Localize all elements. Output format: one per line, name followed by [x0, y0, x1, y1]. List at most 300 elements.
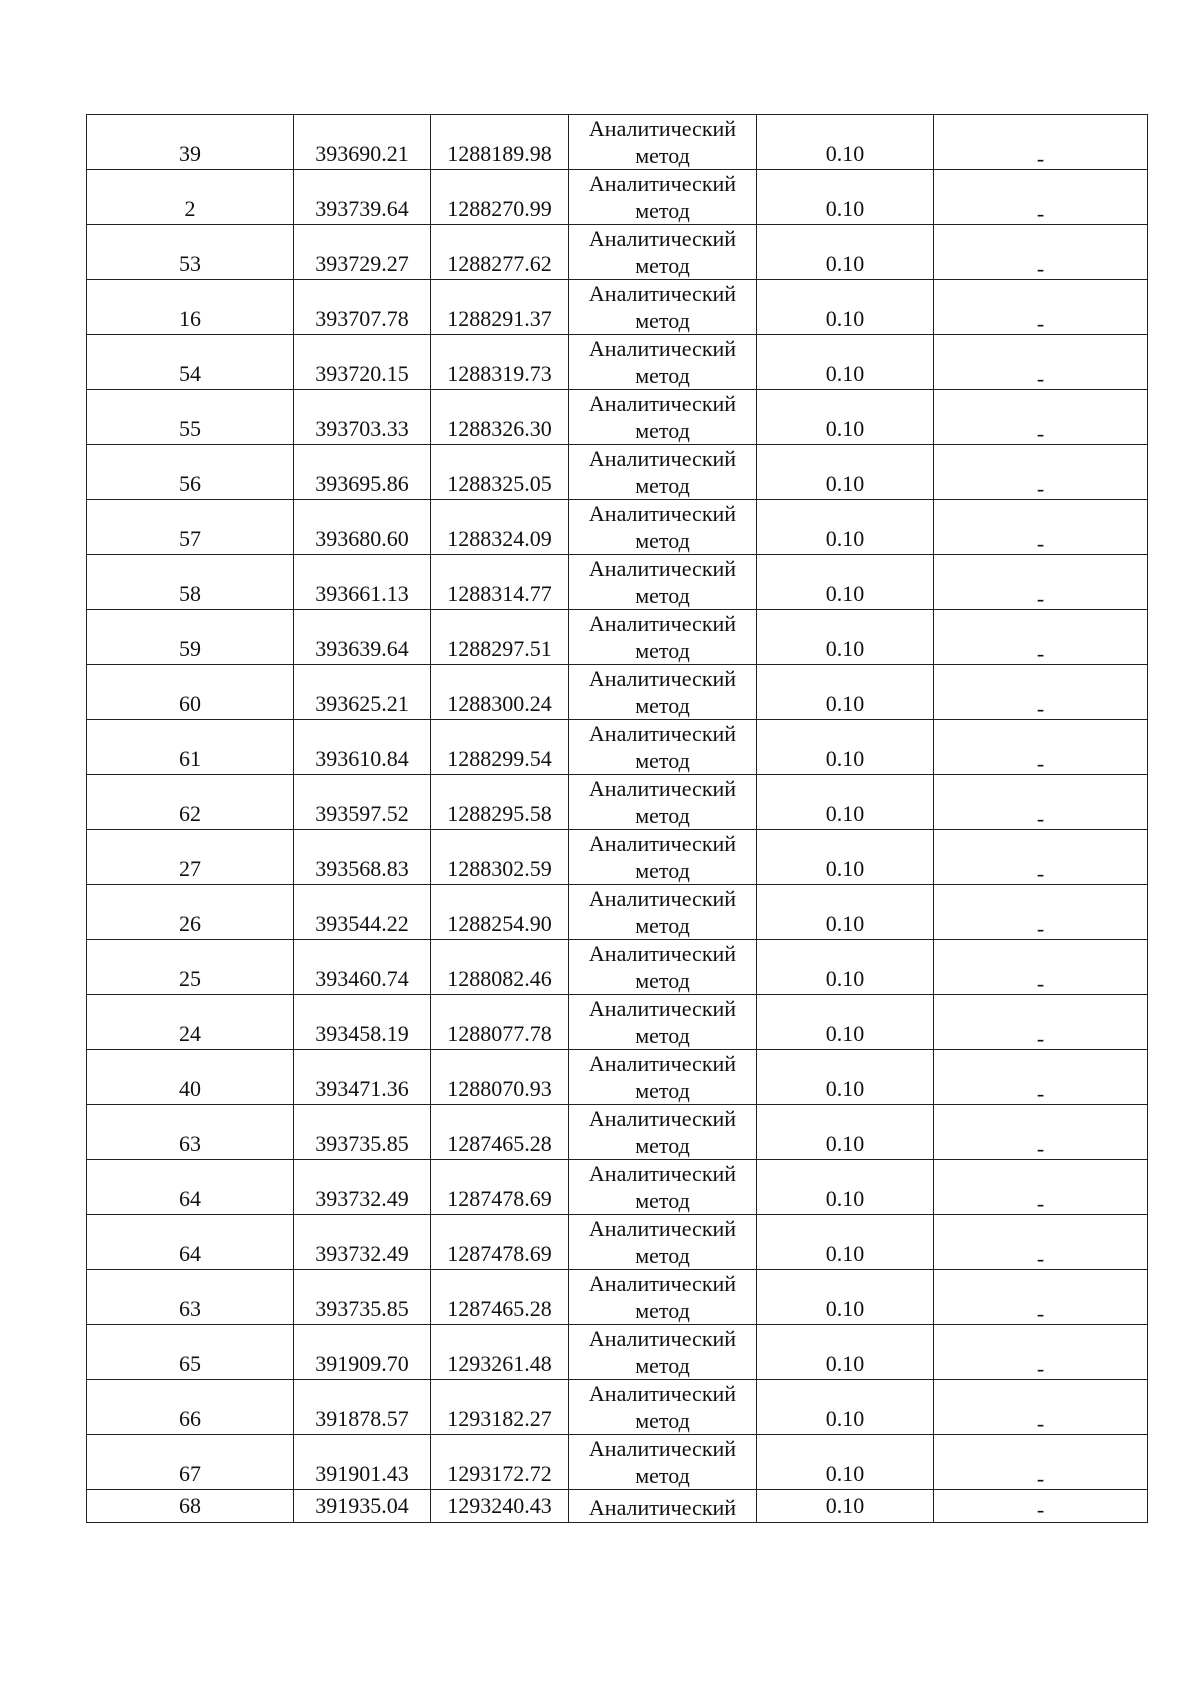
- x-coordinate-cell: [294, 940, 431, 995]
- point-number-text: 64: [179, 1241, 201, 1266]
- method-text-line: Аналитический: [588, 611, 737, 636]
- point-number-cell: [87, 720, 294, 775]
- x-coordinate-text: 393597.52: [315, 801, 409, 826]
- method-cell: [569, 1105, 757, 1160]
- point-number-cell: [87, 1050, 294, 1105]
- method-cell: [569, 665, 757, 720]
- accuracy-cell: [757, 1490, 934, 1523]
- table-row: [87, 335, 1148, 390]
- method-cell: [569, 555, 757, 610]
- x-coordinate-cell: [294, 1050, 431, 1105]
- method-text-line: Аналитический: [588, 1381, 737, 1406]
- accuracy-text: 0.10: [825, 306, 865, 331]
- method-text-line: Аналитический: [588, 171, 737, 196]
- x-coordinate-text: 393707.78: [315, 306, 409, 331]
- x-coordinate-text: 393458.19: [315, 1021, 409, 1046]
- point-number-text: 62: [179, 801, 201, 826]
- x-coordinate-cell: [294, 720, 431, 775]
- coordinates-table: [86, 114, 1148, 1523]
- point-number-text: 63: [179, 1131, 201, 1156]
- accuracy-cell: [757, 170, 934, 225]
- accuracy-text: 0.10: [825, 1021, 865, 1046]
- method-text-line: метод: [635, 143, 690, 168]
- y-coordinate-cell: [431, 335, 569, 390]
- method-cell: [569, 170, 757, 225]
- point-number-cell: [87, 940, 294, 995]
- y-coordinate-text: 1288291.37: [447, 306, 552, 331]
- point-number-text: 40: [179, 1076, 201, 1101]
- point-number-cell: [87, 555, 294, 610]
- method-text-line: Аналитический: [588, 831, 737, 856]
- x-coordinate-text: 393732.49: [315, 1241, 409, 1266]
- point-number-cell: [87, 1160, 294, 1215]
- accuracy-cell: [757, 1050, 934, 1105]
- x-coordinate-cell: [294, 610, 431, 665]
- accuracy-text: 0.10: [825, 1186, 865, 1211]
- note-cell: [934, 1435, 1148, 1490]
- method-text-line: Аналитический: [588, 336, 737, 361]
- x-coordinate-text: 391935.04: [315, 1493, 409, 1518]
- point-number-cell: [87, 1490, 294, 1523]
- y-coordinate-text: 1288277.62: [447, 251, 552, 276]
- method-text-line: метод: [635, 1023, 690, 1048]
- x-coordinate-text: 391901.43: [315, 1461, 409, 1486]
- y-coordinate-cell: [431, 1435, 569, 1490]
- table-row: [87, 1380, 1148, 1435]
- method-text-line: метод: [635, 748, 690, 773]
- note-text: -: [1036, 366, 1045, 391]
- x-coordinate-cell: [294, 830, 431, 885]
- method-text-line: Аналитический: [588, 226, 737, 251]
- note-cell: [934, 1325, 1148, 1380]
- x-coordinate-cell: [294, 1490, 431, 1523]
- x-coordinate-text: 393735.85: [315, 1296, 409, 1321]
- method-text-line: метод: [635, 363, 690, 388]
- method-text-line: метод: [635, 583, 690, 608]
- accuracy-text: 0.10: [825, 526, 865, 551]
- table-row: [87, 1215, 1148, 1270]
- y-coordinate-text: 1288302.59: [447, 856, 552, 881]
- note-cell: [934, 610, 1148, 665]
- point-number-text: 66: [179, 1406, 201, 1431]
- accuracy-cell: [757, 1270, 934, 1325]
- accuracy-cell: [757, 610, 934, 665]
- point-number-cell: [87, 1435, 294, 1490]
- note-cell: [934, 1380, 1148, 1435]
- x-coordinate-cell: [294, 335, 431, 390]
- y-coordinate-cell: [431, 1160, 569, 1215]
- x-coordinate-text: 393735.85: [315, 1131, 409, 1156]
- x-coordinate-text: 393544.22: [315, 911, 409, 936]
- accuracy-text: 0.10: [825, 361, 865, 386]
- note-text: -: [1036, 971, 1045, 996]
- method-cell: [569, 610, 757, 665]
- table-row: [87, 445, 1148, 500]
- table-row: [87, 170, 1148, 225]
- method-text-line: метод: [635, 913, 690, 938]
- point-number-text: 58: [179, 581, 201, 606]
- method-text-line: Аналитический: [588, 1495, 737, 1520]
- note-text: -: [1036, 1301, 1045, 1326]
- method-text-line: Аналитический: [588, 1161, 737, 1186]
- method-cell: [569, 775, 757, 830]
- note-cell: [934, 775, 1148, 830]
- accuracy-cell: [757, 115, 934, 170]
- y-coordinate-text: 1288295.58: [447, 801, 552, 826]
- x-coordinate-cell: [294, 775, 431, 830]
- point-number-cell: [87, 225, 294, 280]
- x-coordinate-text: 393703.33: [315, 416, 409, 441]
- note-text: -: [1036, 641, 1045, 666]
- table-row: [87, 775, 1148, 830]
- accuracy-text: 0.10: [825, 1131, 865, 1156]
- y-coordinate-text: 1288077.78: [447, 1021, 552, 1046]
- y-coordinate-cell: [431, 1380, 569, 1435]
- accuracy-cell: [757, 1435, 934, 1490]
- accuracy-text: 0.10: [825, 1076, 865, 1101]
- table-row: [87, 390, 1148, 445]
- point-number-text: 25: [179, 966, 201, 991]
- table-row: [87, 1160, 1148, 1215]
- method-cell: [569, 720, 757, 775]
- x-coordinate-cell: [294, 1160, 431, 1215]
- x-coordinate-text: 393460.74: [315, 966, 409, 991]
- x-coordinate-text: 393471.36: [315, 1076, 409, 1101]
- accuracy-cell: [757, 830, 934, 885]
- y-coordinate-text: 1288189.98: [447, 141, 552, 166]
- point-number-cell: [87, 445, 294, 500]
- method-cell: [569, 995, 757, 1050]
- y-coordinate-text: 1288299.54: [447, 746, 552, 771]
- y-coordinate-cell: [431, 720, 569, 775]
- point-number-cell: [87, 885, 294, 940]
- point-number-text: 64: [179, 1186, 201, 1211]
- point-number-cell: [87, 115, 294, 170]
- accuracy-text: 0.10: [825, 801, 865, 826]
- x-coordinate-cell: [294, 1380, 431, 1435]
- method-text-line: Аналитический: [588, 776, 737, 801]
- y-coordinate-cell: [431, 1490, 569, 1523]
- point-number-cell: [87, 1215, 294, 1270]
- x-coordinate-text: 393610.84: [315, 746, 409, 771]
- method-text-line: метод: [635, 198, 690, 223]
- point-number-cell: [87, 170, 294, 225]
- note-text: -: [1036, 916, 1045, 941]
- point-number-text: 61: [179, 746, 201, 771]
- y-coordinate-cell: [431, 1105, 569, 1160]
- note-text: -: [1036, 531, 1045, 556]
- method-cell: [569, 500, 757, 555]
- accuracy-text: 0.10: [825, 636, 865, 661]
- x-coordinate-cell: [294, 555, 431, 610]
- accuracy-text: 0.10: [825, 1351, 865, 1376]
- method-text-line: метод: [635, 968, 690, 993]
- note-cell: [934, 170, 1148, 225]
- y-coordinate-text: 1288082.46: [447, 966, 552, 991]
- x-coordinate-cell: [294, 1325, 431, 1380]
- point-number-cell: [87, 610, 294, 665]
- table-row: [87, 280, 1148, 335]
- x-coordinate-cell: [294, 1215, 431, 1270]
- point-number-text: 39: [179, 141, 201, 166]
- accuracy-cell: [757, 390, 934, 445]
- point-number-text: 16: [179, 306, 201, 331]
- x-coordinate-text: 393729.27: [315, 251, 409, 276]
- y-coordinate-cell: [431, 1325, 569, 1380]
- point-number-text: 60: [179, 691, 201, 716]
- note-cell: [934, 940, 1148, 995]
- method-text-line: Аналитический: [588, 556, 737, 581]
- note-cell: [934, 445, 1148, 500]
- method-text-line: Аналитический: [588, 116, 737, 141]
- note-cell: [934, 665, 1148, 720]
- note-cell: [934, 885, 1148, 940]
- point-number-cell: [87, 1325, 294, 1380]
- x-coordinate-text: 393695.86: [315, 471, 409, 496]
- point-number-cell: [87, 335, 294, 390]
- x-coordinate-cell: [294, 665, 431, 720]
- point-number-text: 27: [179, 856, 201, 881]
- accuracy-cell: [757, 225, 934, 280]
- y-coordinate-cell: [431, 610, 569, 665]
- accuracy-text: 0.10: [825, 196, 865, 221]
- y-coordinate-text: 1288254.90: [447, 911, 552, 936]
- table-row: [87, 940, 1148, 995]
- note-cell: [934, 390, 1148, 445]
- y-coordinate-cell: [431, 830, 569, 885]
- table-row: [87, 1105, 1148, 1160]
- method-cell: [569, 1435, 757, 1490]
- note-cell: [934, 280, 1148, 335]
- y-coordinate-cell: [431, 885, 569, 940]
- table-row: [87, 500, 1148, 555]
- table-row: [87, 995, 1148, 1050]
- method-cell: [569, 390, 757, 445]
- x-coordinate-text: 393639.64: [315, 636, 409, 661]
- method-cell: [569, 280, 757, 335]
- accuracy-cell: [757, 445, 934, 500]
- method-cell: [569, 1325, 757, 1380]
- table-row: [87, 225, 1148, 280]
- x-coordinate-cell: [294, 280, 431, 335]
- method-cell: [569, 225, 757, 280]
- accuracy-cell: [757, 720, 934, 775]
- method-cell: [569, 1490, 757, 1523]
- method-text-line: Аналитический: [588, 1106, 737, 1131]
- y-coordinate-text: 1288319.73: [447, 361, 552, 386]
- accuracy-cell: [757, 1215, 934, 1270]
- point-number-text: 55: [179, 416, 201, 441]
- y-coordinate-cell: [431, 1215, 569, 1270]
- x-coordinate-cell: [294, 115, 431, 170]
- note-text: -: [1036, 1411, 1045, 1436]
- note-cell: [934, 225, 1148, 280]
- y-coordinate-cell: [431, 170, 569, 225]
- note-text: -: [1036, 1026, 1045, 1051]
- table-body: [87, 115, 1148, 1523]
- y-coordinate-text: 1293240.43: [447, 1493, 552, 1518]
- point-number-text: 24: [179, 1021, 201, 1046]
- y-coordinate-cell: [431, 280, 569, 335]
- method-cell: [569, 1215, 757, 1270]
- method-text-line: Аналитический: [588, 886, 737, 911]
- note-text: -: [1036, 256, 1045, 281]
- accuracy-text: 0.10: [825, 251, 865, 276]
- y-coordinate-cell: [431, 1270, 569, 1325]
- method-cell: [569, 1270, 757, 1325]
- table-row: [87, 1435, 1148, 1490]
- note-cell: [934, 555, 1148, 610]
- x-coordinate-cell: [294, 1435, 431, 1490]
- point-number-cell: [87, 1270, 294, 1325]
- method-text-line: метод: [635, 473, 690, 498]
- x-coordinate-text: 391878.57: [315, 1406, 409, 1431]
- x-coordinate-text: 393720.15: [315, 361, 409, 386]
- note-cell: [934, 1050, 1148, 1105]
- point-number-text: 67: [179, 1461, 201, 1486]
- point-number-cell: [87, 775, 294, 830]
- method-text-line: Аналитический: [588, 721, 737, 746]
- table-row: [87, 1490, 1148, 1523]
- x-coordinate-text: 393732.49: [315, 1186, 409, 1211]
- accuracy-text: 0.10: [825, 581, 865, 606]
- table-row: [87, 610, 1148, 665]
- note-cell: [934, 720, 1148, 775]
- point-number-cell: [87, 830, 294, 885]
- x-coordinate-cell: [294, 500, 431, 555]
- accuracy-text: 0.10: [825, 1493, 865, 1518]
- y-coordinate-text: 1288325.05: [447, 471, 552, 496]
- method-cell: [569, 830, 757, 885]
- y-coordinate-text: 1293261.48: [447, 1351, 552, 1376]
- method-cell: [569, 885, 757, 940]
- y-coordinate-cell: [431, 225, 569, 280]
- point-number-text: 56: [179, 471, 201, 496]
- note-text: -: [1036, 476, 1045, 501]
- x-coordinate-text: 393680.60: [315, 526, 409, 551]
- x-coordinate-text: 393690.21: [315, 141, 409, 166]
- method-cell: [569, 1160, 757, 1215]
- x-coordinate-cell: [294, 445, 431, 500]
- accuracy-cell: [757, 665, 934, 720]
- method-text-line: метод: [635, 693, 690, 718]
- table-row: [87, 885, 1148, 940]
- x-coordinate-cell: [294, 1270, 431, 1325]
- method-text-line: Аналитический: [588, 941, 737, 966]
- method-text-line: метод: [635, 1243, 690, 1268]
- note-text: -: [1036, 311, 1045, 336]
- method-text-line: Аналитический: [588, 391, 737, 416]
- x-coordinate-text: 393739.64: [315, 196, 409, 221]
- x-coordinate-cell: [294, 885, 431, 940]
- note-cell: [934, 1270, 1148, 1325]
- note-text: -: [1036, 586, 1045, 611]
- point-number-text: 54: [179, 361, 201, 386]
- y-coordinate-text: 1288300.24: [447, 691, 552, 716]
- accuracy-text: 0.10: [825, 856, 865, 881]
- accuracy-text: 0.10: [825, 141, 865, 166]
- note-text: -: [1036, 201, 1045, 226]
- accuracy-cell: [757, 555, 934, 610]
- accuracy-cell: [757, 1380, 934, 1435]
- point-number-text: 53: [179, 251, 201, 276]
- method-text-line: метод: [635, 1408, 690, 1433]
- method-text-line: Аналитический: [588, 501, 737, 526]
- point-number-cell: [87, 665, 294, 720]
- note-cell: [934, 995, 1148, 1050]
- y-coordinate-text: 1287478.69: [447, 1241, 552, 1266]
- accuracy-text: 0.10: [825, 966, 865, 991]
- y-coordinate-cell: [431, 940, 569, 995]
- accuracy-cell: [757, 500, 934, 555]
- y-coordinate-text: 1288270.99: [447, 196, 552, 221]
- accuracy-text: 0.10: [825, 911, 865, 936]
- method-text-line: метод: [635, 1463, 690, 1488]
- accuracy-text: 0.10: [825, 1296, 865, 1321]
- y-coordinate-cell: [431, 445, 569, 500]
- x-coordinate-text: 391909.70: [315, 1351, 409, 1376]
- point-number-cell: [87, 390, 294, 445]
- y-coordinate-text: 1287478.69: [447, 1186, 552, 1211]
- y-coordinate-cell: [431, 775, 569, 830]
- method-text-line: Аналитический: [588, 1051, 737, 1076]
- method-text-line: Аналитический: [588, 1326, 737, 1351]
- note-text: -: [1036, 1081, 1045, 1106]
- accuracy-cell: [757, 940, 934, 995]
- y-coordinate-text: 1293182.27: [447, 1406, 552, 1431]
- point-number-text: 59: [179, 636, 201, 661]
- method-text-line: метод: [635, 1188, 690, 1213]
- point-number-text: 26: [179, 911, 201, 936]
- x-coordinate-cell: [294, 390, 431, 445]
- note-text: -: [1036, 1356, 1045, 1381]
- table-row: [87, 720, 1148, 775]
- x-coordinate-text: 393568.83: [315, 856, 409, 881]
- y-coordinate-cell: [431, 115, 569, 170]
- accuracy-cell: [757, 1325, 934, 1380]
- accuracy-cell: [757, 775, 934, 830]
- method-text-line: Аналитический: [588, 996, 737, 1021]
- y-coordinate-cell: [431, 555, 569, 610]
- method-text-line: метод: [635, 1133, 690, 1158]
- accuracy-text: 0.10: [825, 1241, 865, 1266]
- point-number-text: 2: [184, 196, 196, 221]
- note-text: -: [1036, 1466, 1045, 1491]
- method-text-line: метод: [635, 308, 690, 333]
- y-coordinate-text: 1287465.28: [447, 1131, 552, 1156]
- method-text-line: метод: [635, 1353, 690, 1378]
- note-cell: [934, 335, 1148, 390]
- point-number-cell: [87, 280, 294, 335]
- note-text: -: [1036, 751, 1045, 776]
- y-coordinate-text: 1293172.72: [447, 1461, 552, 1486]
- table-row: [87, 665, 1148, 720]
- method-text-line: Аналитический: [588, 446, 737, 471]
- accuracy-cell: [757, 335, 934, 390]
- method-cell: [569, 445, 757, 500]
- y-coordinate-text: 1288070.93: [447, 1076, 552, 1101]
- note-cell: [934, 830, 1148, 885]
- table-row: [87, 1325, 1148, 1380]
- accuracy-text: 0.10: [825, 416, 865, 441]
- note-cell: [934, 1160, 1148, 1215]
- table-row: [87, 555, 1148, 610]
- table-row: [87, 830, 1148, 885]
- method-text-line: метод: [635, 253, 690, 278]
- point-number-text: 57: [179, 526, 201, 551]
- method-text-line: метод: [635, 638, 690, 663]
- table-row: [87, 1050, 1148, 1105]
